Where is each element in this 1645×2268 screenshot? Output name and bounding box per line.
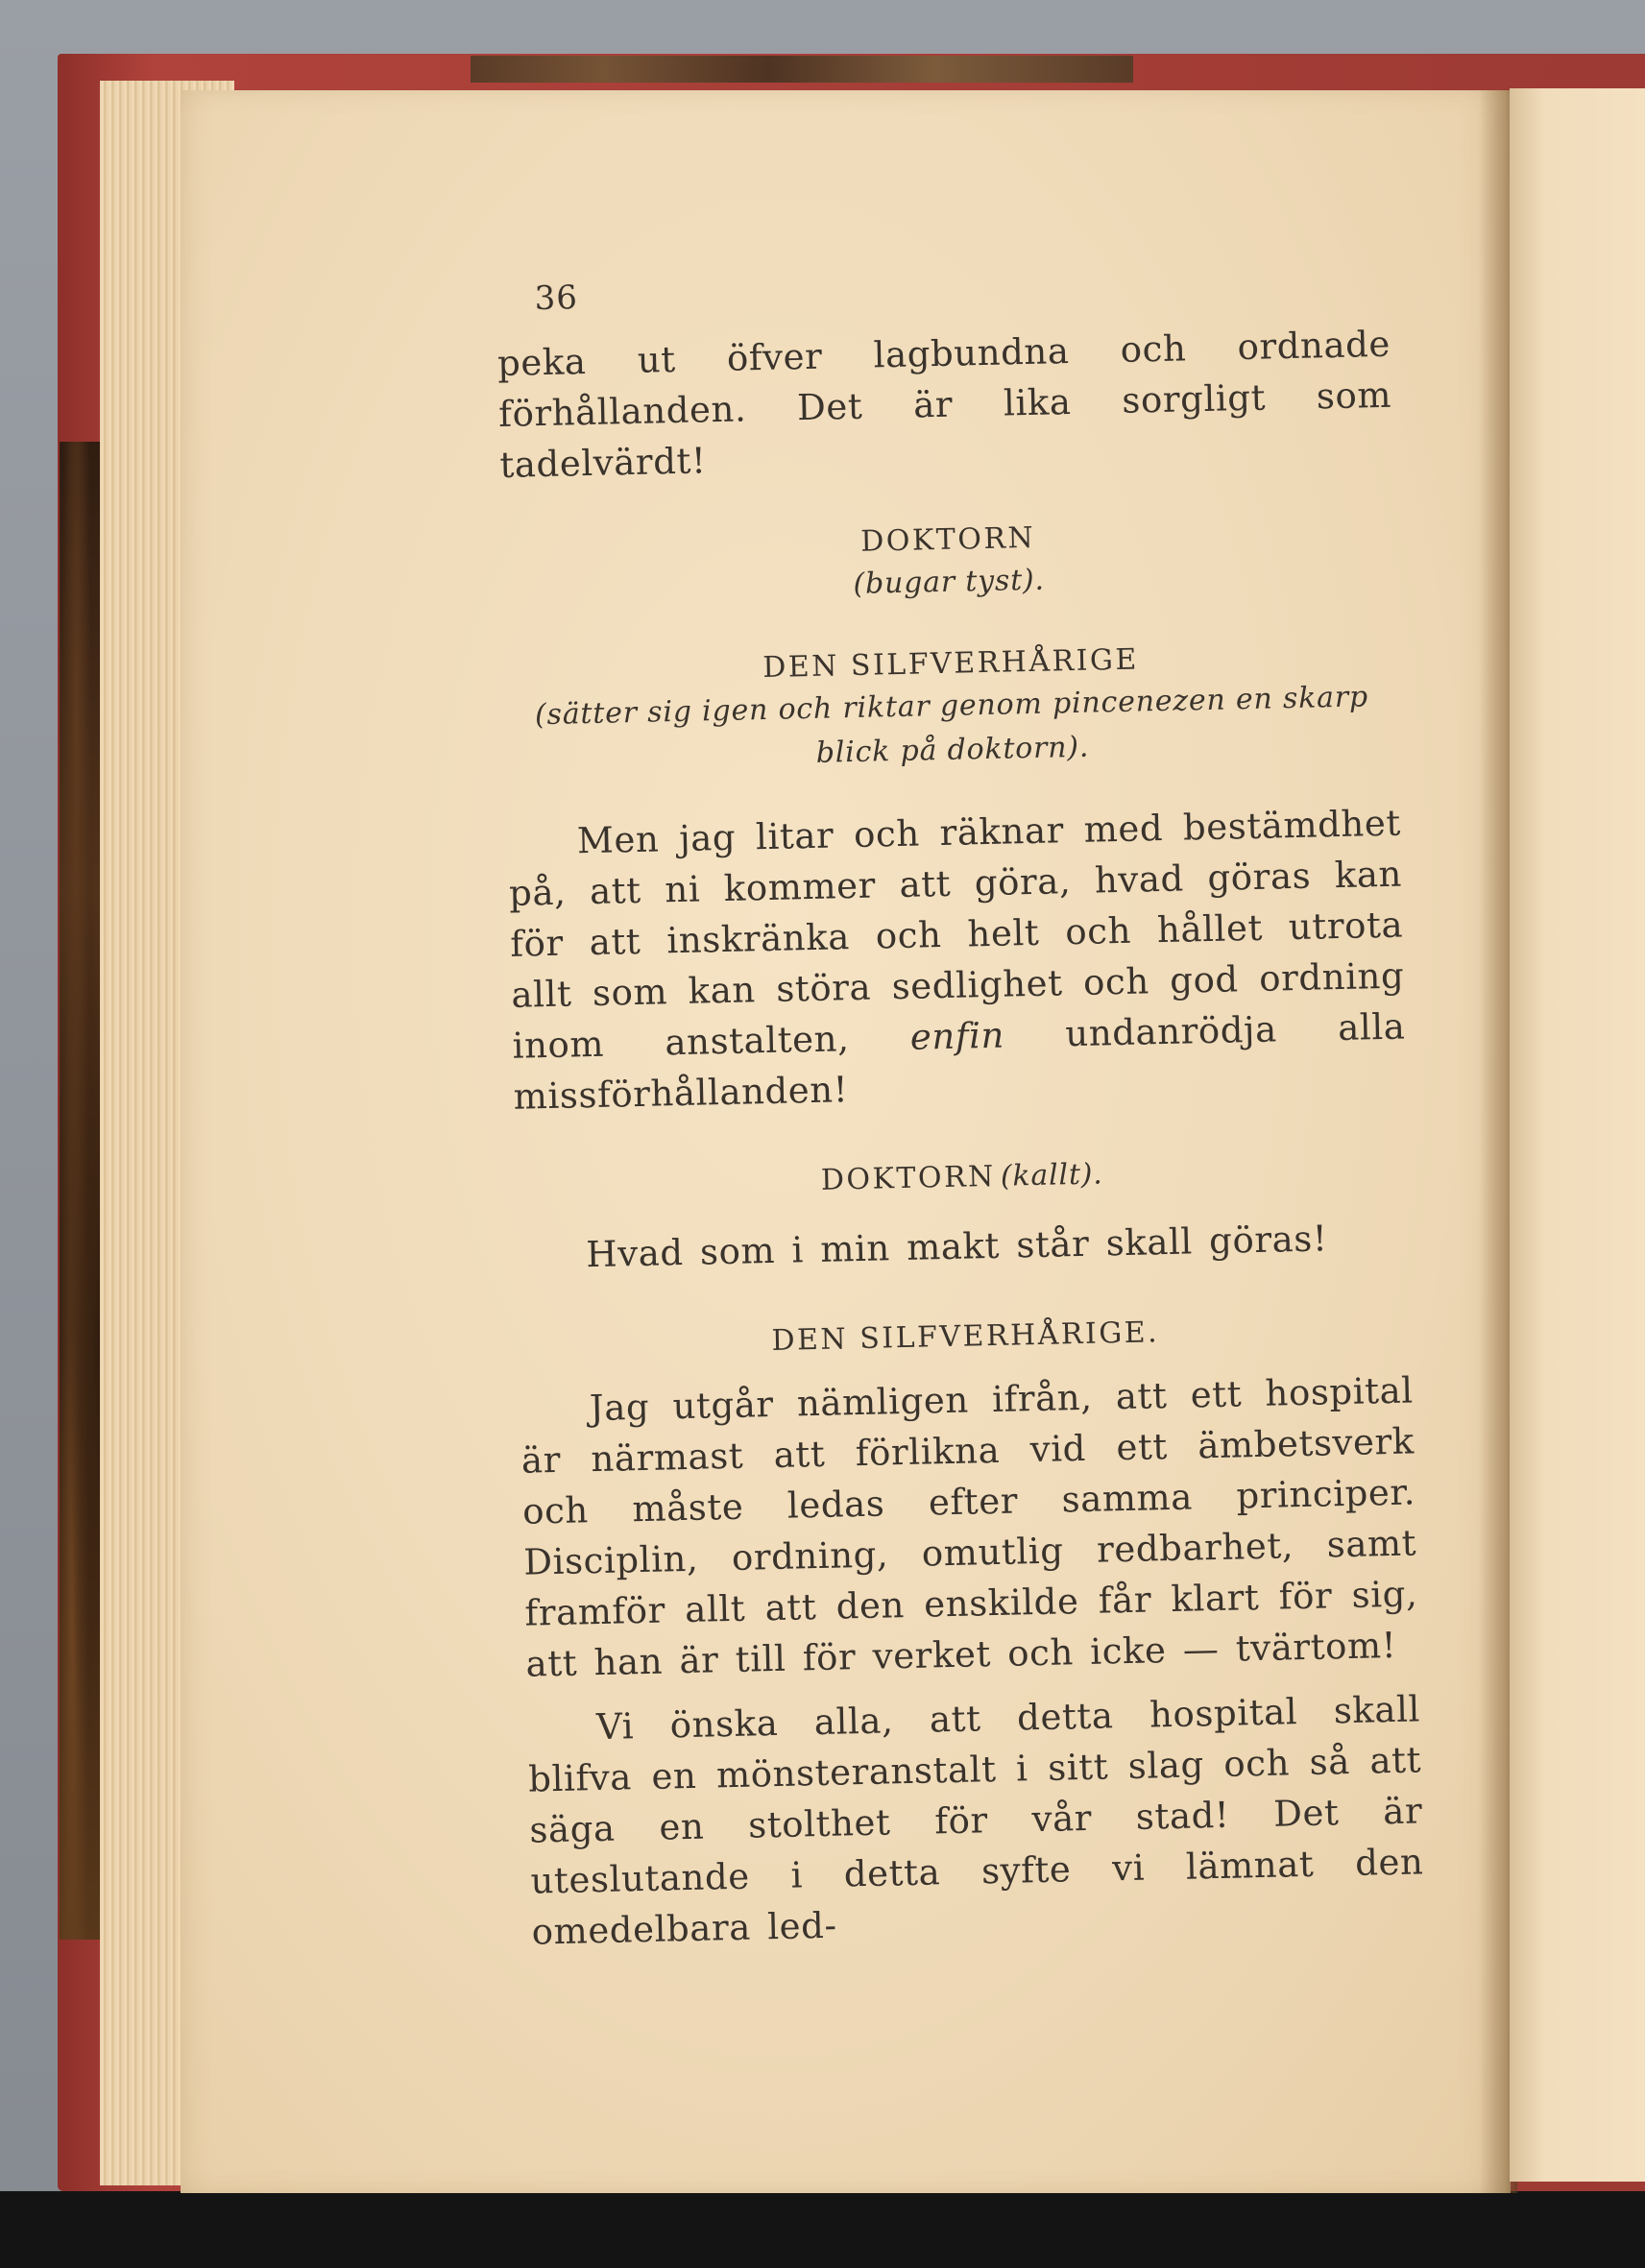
page-number: 36: [534, 278, 579, 319]
speaker-silfverharige: DEN SILFVERHÅRIGE: [762, 642, 1140, 686]
stage-direction: (sätter sig igen och riktar genom pincenezen en skarp blick på doktorn).: [534, 680, 1369, 770]
facing-page-edge: [1510, 88, 1645, 2182]
marbled-edge-top: [471, 56, 1133, 83]
page-text: [496, 252, 1425, 1958]
speaker-doktorn-line: [515, 1150, 1409, 1203]
text-span: undanrödja alla missförhållanden!: [513, 1005, 1406, 1118]
stage-direction: (kallt).: [1000, 1157, 1103, 1194]
speaker-name: DOKTORN: [820, 1159, 997, 1197]
emphasis-text: enfin: [909, 1014, 1005, 1058]
marbled-spine: [60, 442, 102, 1940]
speaker-silfverharige: DEN SILFVERHÅRIGE.: [771, 1315, 1160, 1358]
text-span: Men jag litar och räknar med bestämdhet på, att ni kommer att göra, hvad göras kan för att inskränka och helt och hållet utrota allt som kan störa sedlighet och god ordning inom anstalten,: [508, 802, 1405, 1067]
paragraph-continued: peka ut öfver lagbundna och ordnade förhållanden. Det är lika sorgligt som tadelvärdt!: [496, 323, 1392, 486]
paragraph: Hvad som i min makt står skall göras!: [585, 1218, 1328, 1276]
speaker-doktorn: DOKTORN: [859, 520, 1036, 559]
paragraph: Jag utgår nämligen ifrån, att ett hospital är närmast att förlikna vid ett ämbetsverk och måste ledas efter samma principer. Disciplin, ordning, omutlig redbarhet, samt framför allt att den enskilde får klart för sig, att han är till för verket och icke — tvärtom!: [520, 1369, 1418, 1685]
paragraph: [507, 798, 1407, 1122]
stage-direction: (bugar tyst).: [853, 563, 1046, 601]
paragraph: Vi önska alla, att detta hospital skall blifva en mönsteranstalt i sitt slag och så att säga en stolthet för vår stad! Det är uteslutande i detta syfte vi lämnat den omedelbara led-: [527, 1688, 1424, 1953]
table-shadow: [0, 2191, 1645, 2268]
